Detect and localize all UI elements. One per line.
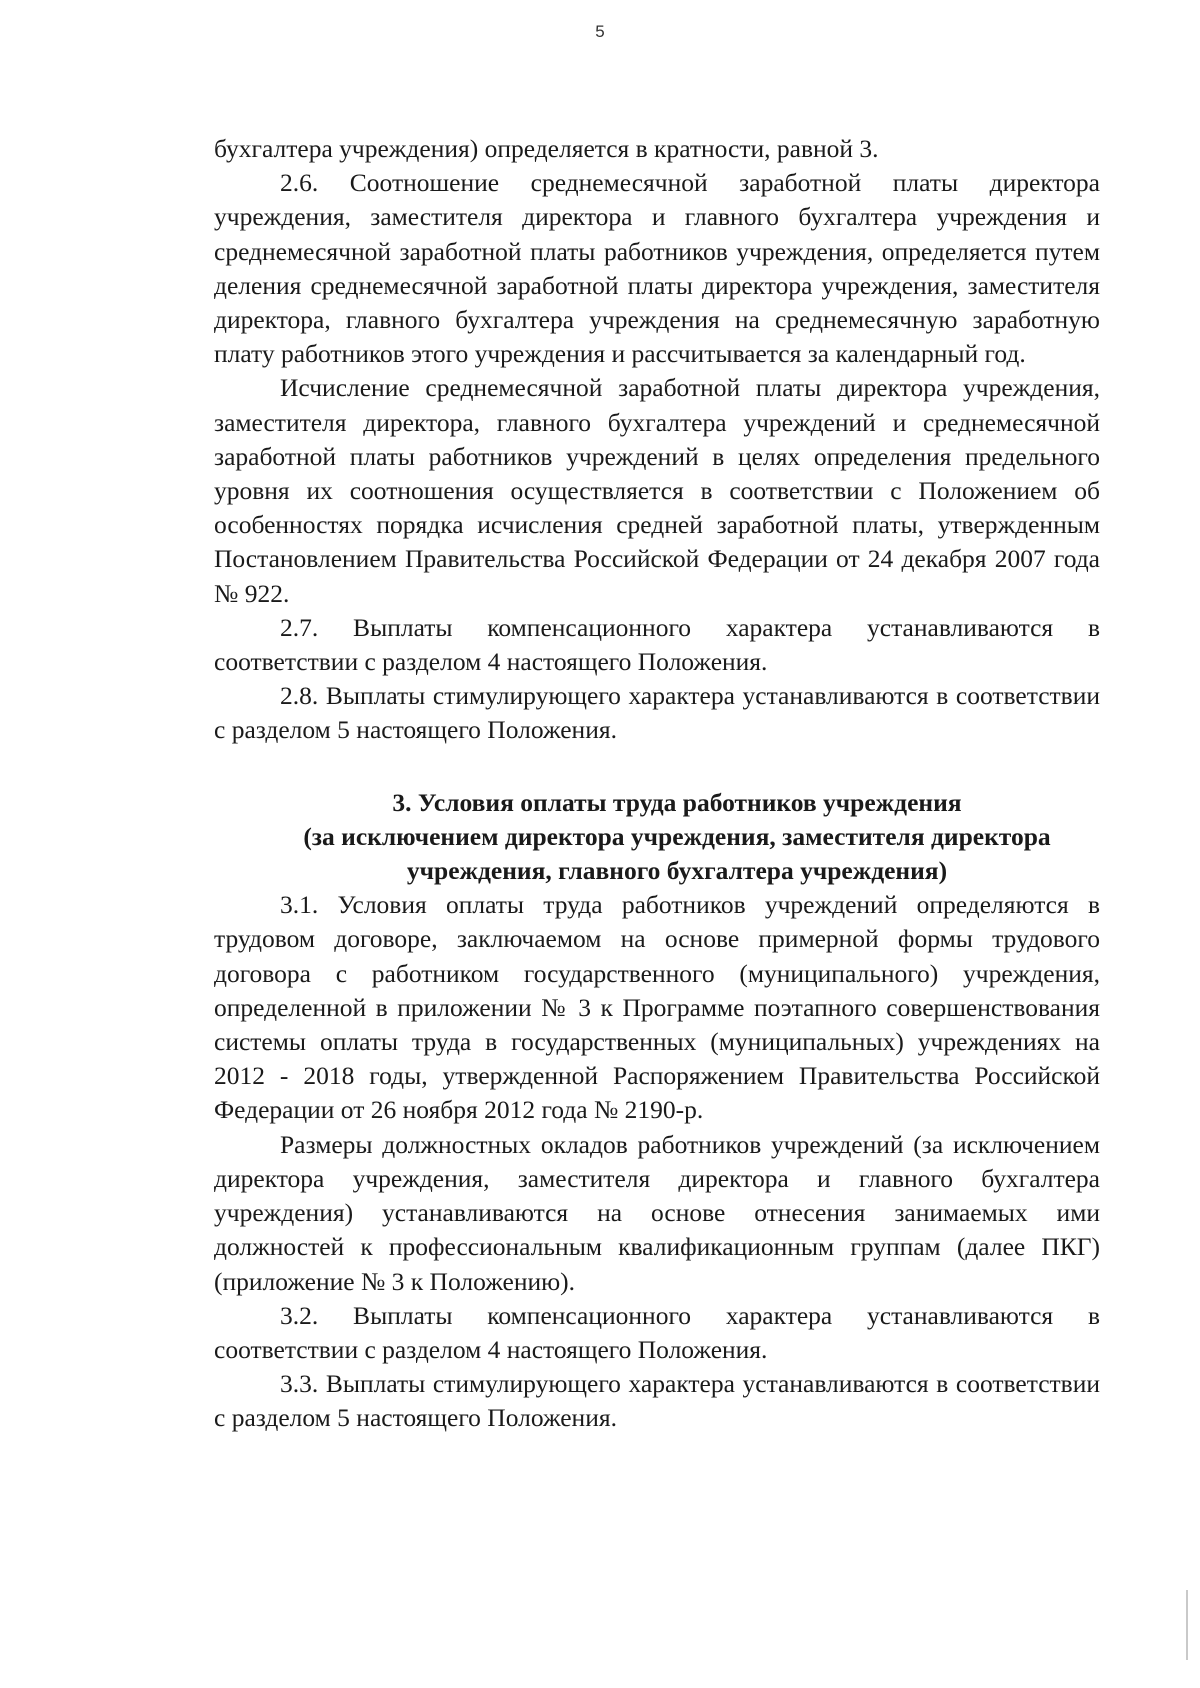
paragraph-average-salary-calculation: Исчисление среднемесячной заработной платы директора учреждения, заместителя директора, главного бухгалтера учреждений и среднемесячной заработной платы работников учреждений в целях определения предельного уровня их соотношения осуществляется в соответствии с Положением об особенностях порядка исчисления средней заработной платы, утвержденным Постановлением Правительства Российской Федерации от 24 декабря 2007 года № 922. <box>214 373 1100 608</box>
paragraph-3-1: 3.1. Условия оплаты труда работников учреждений определяются в трудовом договоре, заключаемом на основе примерной формы трудового договора с работником государственного (муниципального) учреждения, определенной в приложении № 3 к Программе поэтапного совершенствования системы оплаты труда в государственных (муниципальных) учреждениях на 2012 - 2018 годы, утвержденной Распоряжением Правительства Российской Федерации от 26 ноября 2012 года № 2190-р. <box>214 890 1100 1125</box>
section-3-heading-line-1: 3. Условия оплаты труда работников учреждения <box>392 787 962 817</box>
section-3-heading-line-3: учреждения, главного бухгалтера учреждения) <box>406 856 948 886</box>
section-3-heading <box>214 786 1100 889</box>
document-body <box>214 132 1100 1436</box>
section-spacer <box>214 748 1100 786</box>
paragraph-2-6: 2.6. Соотношение среднемесячной заработной платы директора учреждения, заместителя директора и главного бухгалтера учреждения и среднемесячной заработной платы работников учреждения, определяется путем деления среднемесячной заработной платы директора учреждения, заместителя директора, главного бухгалтера учреждения на среднемесячную заработную плату работников этого учреждения и рассчитывается за календарный год. <box>214 168 1100 369</box>
paragraph-2-8: 2.8. Выплаты стимулирующего характера устанавливаются в соответствии с разделом 5 настоящего Положения. <box>214 681 1100 745</box>
paragraph-2-7: 2.7. Выплаты компенсационного характера устанавливаются в соответствии с разделом 4 настоящего Положения. <box>214 612 1100 677</box>
paragraph-continuation: бухгалтера учреждения) определяется в кратности, равной 3. <box>214 134 879 163</box>
paragraph-3-2: 3.2. Выплаты компенсационного характера устанавливаются в соответствии с разделом 4 настоящего Положения. <box>214 1300 1100 1364</box>
section-3-heading-line-2: (за исключением директора учреждения, заместителя директора <box>303 821 1051 851</box>
paragraph-salary-sizes: Размеры должностных окладов работников учреждений (за исключением директора учреждения, заместителя директора и главного бухгалтера учреждения) устанавливаются на основе отнесения занимаемых ими должностей к профессиональным квалификационным группам (далее ПКГ) (приложение № 3 к Положению). <box>214 1129 1100 1296</box>
paragraph-3-3: 3.3. Выплаты стимулирующего характера устанавливаются в соответствии с разделом 5 настоящего Положения. <box>214 1369 1100 1433</box>
page-number: 5 <box>595 22 605 41</box>
scan-edge-mark <box>1186 1590 1188 1660</box>
